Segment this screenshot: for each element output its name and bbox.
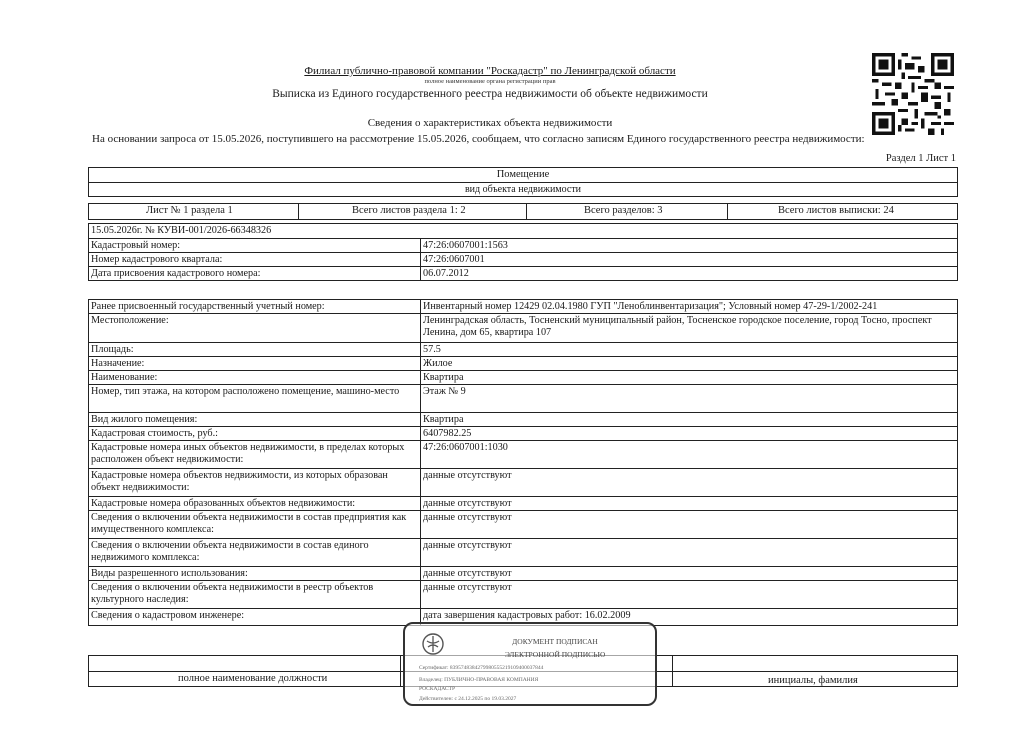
basis-text: На основании запроса от 15.05.2026, поступившего на рассмотрение 15.05.2026, сообщаем, что согласно записям Единого государственного реестра недвижимости: xyxy=(92,133,865,145)
detail-label: Номер, тип этажа, на котором расположено помещение, машино-место xyxy=(91,386,400,397)
detail-label: Кадастровые номера иных объектов недвижимости, в пределах которых расположен объект недвижимости: xyxy=(91,442,405,465)
identifier-value: 47:26:0607001 xyxy=(423,254,485,265)
detail-label: Местоположение: xyxy=(91,315,169,326)
stamp-certificate: Сертификат: 8395748384279980555219109400037844 xyxy=(419,665,544,671)
detail-label: Сведения о включении объекта недвижимости в состав единого недвижимого комплекса: xyxy=(91,540,369,563)
detail-label: Площадь: xyxy=(91,344,134,355)
section-reference: Раздел 1 Лист 1 xyxy=(885,153,956,164)
detail-label: Назначение: xyxy=(91,358,145,369)
detail-value: данные отсутствуют xyxy=(423,540,512,551)
detail-value: 57.5 xyxy=(423,344,441,355)
table-row xyxy=(88,426,958,440)
detail-value: данные отсутствуют xyxy=(423,498,512,509)
document-title: Выписка из Единого государственного реестра недвижимости об объекте недвижимости xyxy=(272,88,708,100)
initials-caption: инициалы, фамилия xyxy=(768,675,858,686)
detail-label: Сведения о кадастровом инженере: xyxy=(91,610,245,621)
object-type-caption: вид объекта недвижимости xyxy=(464,184,582,195)
detail-value: 6407982.25 xyxy=(423,428,472,439)
table-row xyxy=(88,566,958,580)
detail-label: Ранее присвоенный государственный учетный номер: xyxy=(91,301,325,312)
detail-value: данные отсутствуют xyxy=(423,582,512,593)
detail-value: дата завершения кадастровых работ: 16.02.2009 xyxy=(423,610,631,621)
table-row xyxy=(88,370,958,384)
extract-date-number: 15.05.2026г. № КУВИ-001/2026-66348326 xyxy=(91,225,272,236)
detail-value: данные отсутствуют xyxy=(423,568,512,579)
detail-label: Кадастровая стоимость, руб.: xyxy=(91,428,218,439)
detail-value: данные отсутствуют xyxy=(423,512,512,523)
detail-value: данные отсутствуют xyxy=(423,470,512,481)
identifier-value: 06.07.2012 xyxy=(423,268,469,279)
table-row xyxy=(88,468,958,496)
position-caption: полное наименование должности xyxy=(178,673,328,684)
object-type: Помещение xyxy=(496,169,550,180)
table-row xyxy=(88,384,958,412)
emblem-icon xyxy=(421,632,445,656)
table-row xyxy=(88,342,958,356)
stamp-validity: Действителен: с 24.12.2025 по 19.03.2027 xyxy=(419,696,517,702)
detail-value: Ленинградская область, Тосненский муниципальный район, Тосненское городское поселение, город Тосно, проспект Ленина, дом 65, квартира 107 xyxy=(423,315,932,338)
table-row xyxy=(88,356,958,370)
table-row xyxy=(88,412,958,426)
detail-label: Кадастровые номера объектов недвижимости, из которых образован объект недвижимости: xyxy=(91,470,388,493)
table-row xyxy=(88,510,958,538)
detail-label: Сведения о включении объекта недвижимости в состав предприятия как имущественного комплекса: xyxy=(91,512,407,535)
identifier-label: Кадастровый номер: xyxy=(91,240,181,251)
table-row xyxy=(88,538,958,566)
identifier-label: Дата присвоения кадастрового номера: xyxy=(91,268,261,279)
stamp-owner-name: РОСКАДАСТР xyxy=(419,686,456,692)
detail-label: Кадастровые номера образованных объектов недвижимости: xyxy=(91,498,356,509)
total-sheets: Всего листов выписки: 24 xyxy=(778,205,894,216)
table-row xyxy=(88,580,958,608)
stamp-line-1: ДОКУМЕНТ ПОДПИСАН xyxy=(512,637,598,646)
detail-value: Жилое xyxy=(423,358,453,369)
detail-value: Квартира xyxy=(423,372,464,383)
identifier-value: 47:26:0607001:1563 xyxy=(423,240,508,251)
total-sections: Всего разделов: 3 xyxy=(584,205,663,216)
detail-label: Вид жилого помещения: xyxy=(91,414,198,425)
table-row xyxy=(88,313,958,342)
sheets-in-section: Всего листов раздела 1: 2 xyxy=(352,205,466,216)
table-row xyxy=(88,440,958,468)
detail-value: 47:26:0607001:1030 xyxy=(423,442,508,453)
detail-value: Квартира xyxy=(423,414,464,425)
identifier-label: Номер кадастрового квартала: xyxy=(91,254,223,265)
table-row xyxy=(88,299,958,313)
electronic-signature-stamp xyxy=(403,622,657,706)
detail-label: Сведения о включении объекта недвижимости в реестр объектов культурного наследия: xyxy=(91,582,374,605)
stamp-owner: Владелец: ПУБЛИЧНО-ПРАВОВАЯ КОМПАНИЯ xyxy=(419,677,539,683)
detail-value: Инвентарный номер 12429 02.04.1980 ГУП "Леноблинвентаризация"; Условный номер 47-29-1/2002-241 xyxy=(423,301,878,312)
detail-label: Наименование: xyxy=(91,372,158,383)
detail-value: Этаж № 9 xyxy=(423,386,466,397)
qr-code-icon xyxy=(872,53,954,135)
stamp-line-2: ЭЛЕКТРОННОЙ ПОДПИСЬЮ xyxy=(504,650,606,659)
sheet-number: Лист № 1 раздела 1 xyxy=(146,205,233,216)
document-subtitle: Сведения о характеристиках объекта недвижимости xyxy=(367,117,613,129)
organization-caption: полное наименование органа регистрации прав xyxy=(424,78,556,85)
organization-name: Филиал публично-правовой компании "Роскадастр" по Ленинградской области xyxy=(304,65,676,77)
detail-label: Виды разрешенного использования: xyxy=(91,568,248,579)
table-row xyxy=(88,496,958,510)
